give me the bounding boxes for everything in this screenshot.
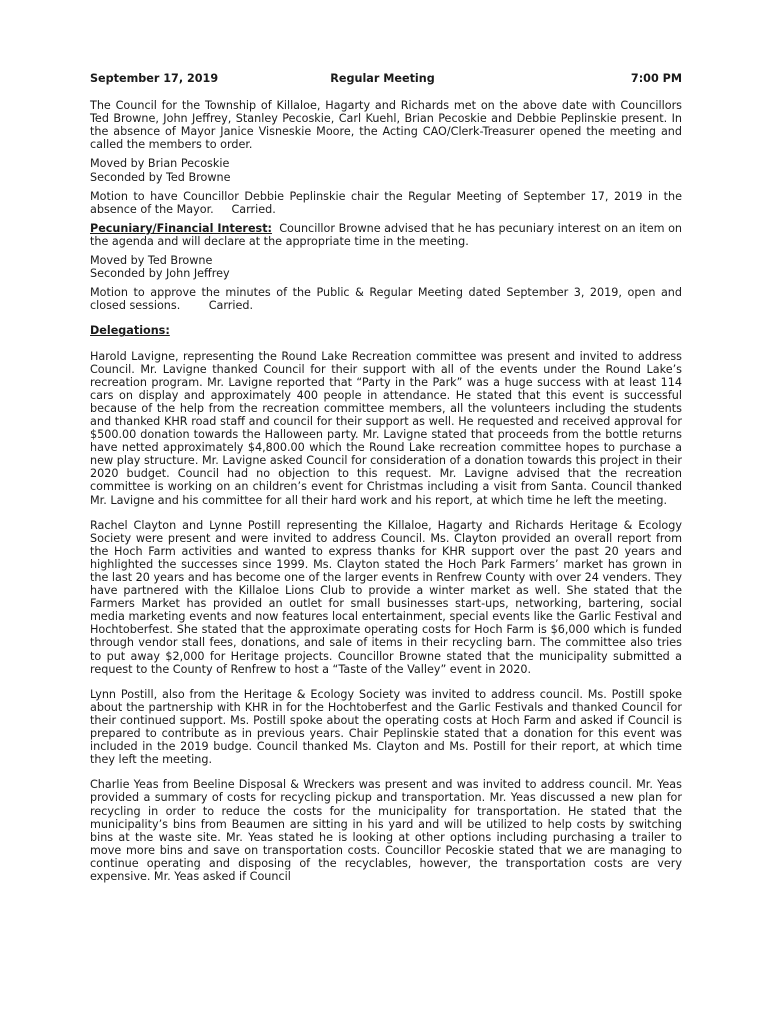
delegations-heading-line [90,324,682,337]
delegation-paragraph: Rachel Clayton and Lynne Postill representing the Killaloe, Hagarty and Richards Heritage & Ecology Society were present and were invited to address Council. Ms. Clayton provided an overall report from the Hoch Farm activities and wanted to express thanks for KHR support over the past 20 years and highlighted the successes since 1999. Ms. Clayton stated the Hoch Park Farmers’ market has grown in the last 20 years and has become one of the larger events in Renfrew County with over 24 venders. They have partnered with the Killaloe Lions Club to provide a winter market as well. She stated that the Farmers Market has provided an outlet for small businesses start-ups, networking, bartering, social media marketing events and now features local entertainment, special events like the Garlic Festival and Hochtoberfest. She stated that the approximate operating costs for Hoch Farm is $6,000 which is funded through vendor stall fees, donations, and sale of items in their recycling barn. The committee also tries to put away $2,000 for Heritage projects. Councillor Browne stated that the municipality submitted a request to the County of Renfrew to host a “Taste of the Valley” event in 2020. [90,518,682,676]
motion-1-moved: Moved by Brian Pecoskie [90,157,230,171]
meeting-date: September 17, 2019 [90,72,219,85]
delegations-heading: Delegations: [90,324,170,338]
motion-1-seconded: Seconded by Ted Browne [90,170,231,184]
motion-2-moved: Moved by Ted Browne [90,254,213,268]
pecuniary-text: Councillor Browne advised that he has pecuniary interest on an item on the agenda and will declare at the appropriate time in the meeting. [90,221,686,248]
motion-2-seconded: Seconded by John Jeffrey [90,267,230,281]
pecuniary-paragraph [90,221,686,248]
meeting-header [90,72,682,85]
motion-1-movers [90,157,682,183]
pecuniary-heading: Pecuniary/Financial Interest: [90,221,273,235]
delegation-paragraph: Lynn Postill, also from the Heritage & Ecology Society was invited to address council. Ms. Postill spoke about the partnership with KHR in for the Hochtoberfest and the Garlic Festivals and thanked Council for their continued support. Ms. Postill spoke about the operating costs at Hoch Farm and asked if Council is prepared to contribute as in previous years. Chair Peplinskie stated that a donation for this event was included in the 2019 budge. Council thanked Ms. Clayton and Ms. Postill for their report, at which time they left the meeting. [90,687,682,767]
delegation-paragraph: Charlie Yeas from Beeline Disposal & Wreckers was present and was invited to address council. Mr. Yeas provided a summary of costs for recycling pickup and transportation. Mr. Yeas discussed a new plan for recycling in order to reduce the costs for the municipality for transportation. He stated that the municipality’s bins from Beaumen are sitting in his yard and will be utilized to help costs by switching bins at the waste site. Mr. Yeas stated he is looking at other options including purchasing a trailer to move more bins and save on transportation costs. Councillor Pecoskie stated that we are managing to continue operating and disposing of the recyclables, however, the transportation costs are very expensive. Mr. Yeas asked if Council [90,778,682,883]
meeting-type: Regular Meeting [330,72,435,85]
motion-2-movers [90,254,682,280]
motion-2-text: Motion to approve the minutes of the Public & Regular Meeting dated September 3, 2019, open and closed sessions. Carried. [90,286,686,313]
intro-paragraph: The Council for the Township of Killaloe, Hagarty and Richards met on the above date with Councillors Ted Browne, John Jeffrey, Stanley Pecoskie, Carl Kuehl, Brian Pecoskie and Debbie Peplinskie present. In the absence of Mayor Janice Visneskie Moore, the Acting CAO/Clerk-Treasurer opened the meeting and called the members to order. [90,99,682,152]
delegation-paragraph: Harold Lavigne, representing the Round Lake Recreation committee was present and invited to address Council. Mr. Lavigne thanked Council for their support with all of the events under the Round Lake’s recreation program. Mr. Lavigne reported that “Party in the Park” was a huge success with at least 114 cars on display and approximately 400 people in attendance. He stated that this event is successful because of the help from the recreation committee members, all the volunteers including the students and thanked KHR road staff and council for their support as well. He requested and received approval for $500.00 donation towards the Halloween party. Mr. Lavigne stated that proceeds from the bottle returns have netted approximately $4,800.00 which the Round Lake recreation committee hopes to purchase a new play structure. Mr. Lavigne asked Council for consideration of a donation towards this project in their 2020 budget. Council had no objection to this request. Mr. Lavigne advised that the recreation committee is working on an children’s event for Christmas including a visit from Santa. Council thanked Mr. Lavigne and his committee for all their hard work and his report, at which time he left the meeting. [90,349,682,507]
meeting-time: 7:00 PM [630,72,682,85]
minutes-page [90,72,686,889]
motion-1-text: Motion to have Councillor Debbie Peplinskie chair the Regular Meeting of September 17, 2019 in the absence of the Mayor. Carried. [90,189,686,216]
